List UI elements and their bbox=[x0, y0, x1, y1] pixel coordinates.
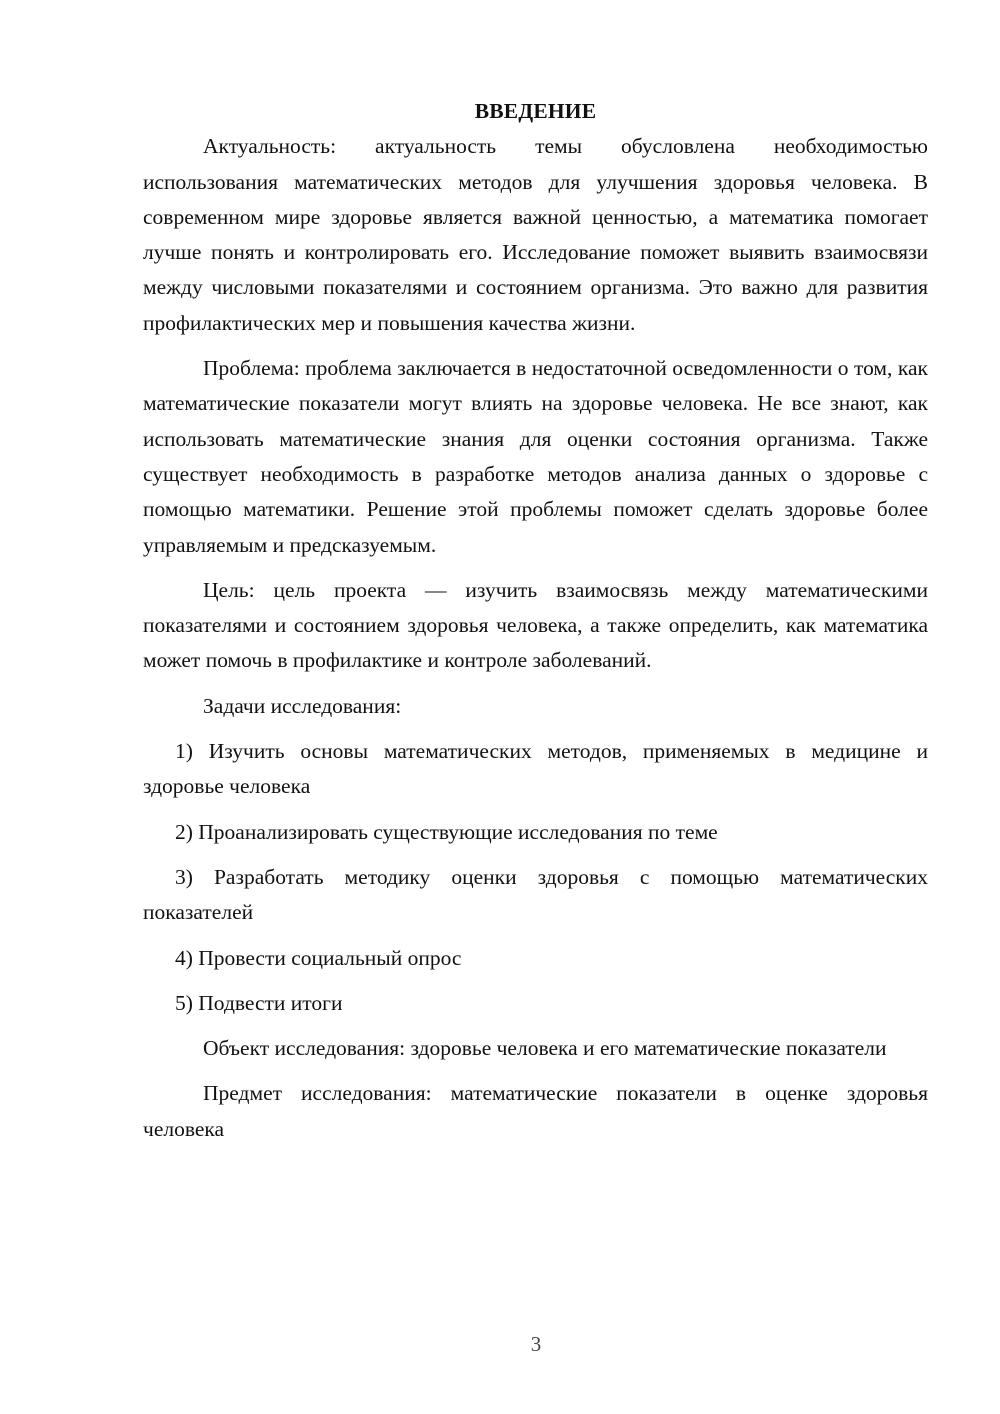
relevance-paragraph: Актуальность: актуальность темы обусловлена необходимостью использования математических методов для улучшения здоровья человека. В современном мире здоровье является важной ценностью, а математика помогает лучше понять и контролировать его. Исследование поможет выявить взаимосвязи между числовыми показателями и состоянием организма. Это важно для развития профилактических мер и повышения качества жизни. bbox=[143, 134, 928, 335]
task-item-2: 2) Проанализировать существующие исследования по теме bbox=[175, 819, 718, 844]
problem-paragraph: Проблема: проблема заключается в недостаточной осведомленности о том, как математические показатели могут влиять на здоровье человека. Не все знают, как использовать математические знания для оценки состояния организма. Также существует необходимость в разработке методов анализа данных о здоровье с помощью математики. Решение этой проблемы поможет сделать здоровье более управляемым и предсказуемым. bbox=[143, 356, 928, 557]
page-content bbox=[143, 94, 928, 1157]
task-item-1: 1) Изучить основы математических методов, применяемых в медицине и здоровье человека bbox=[143, 739, 928, 799]
object-paragraph: Объект исследования: здоровье человека и его математические показатели bbox=[203, 1036, 887, 1061]
page-number: 3 bbox=[530, 1332, 542, 1356]
task-item-4: 4) Провести социальный опрос bbox=[175, 945, 462, 970]
goal-paragraph: Цель: цель проекта — изучить взаимосвязь между математическими показателями и состоянием здоровья человека, а также определить, как математика может помочь в профилактике и контроле заболеваний. bbox=[143, 577, 928, 673]
task-item-5: 5) Подвести итоги bbox=[175, 990, 343, 1015]
task-item-3: 3) Разработать методику оценки здоровья с помощью математических показателей bbox=[143, 864, 928, 925]
section-heading: ВВЕДЕНИЕ bbox=[474, 99, 597, 123]
subject-paragraph: Предмет исследования: математические показатели в оценке здоровья человека bbox=[143, 1081, 928, 1141]
tasks-title: Задачи исследования: bbox=[203, 693, 402, 718]
